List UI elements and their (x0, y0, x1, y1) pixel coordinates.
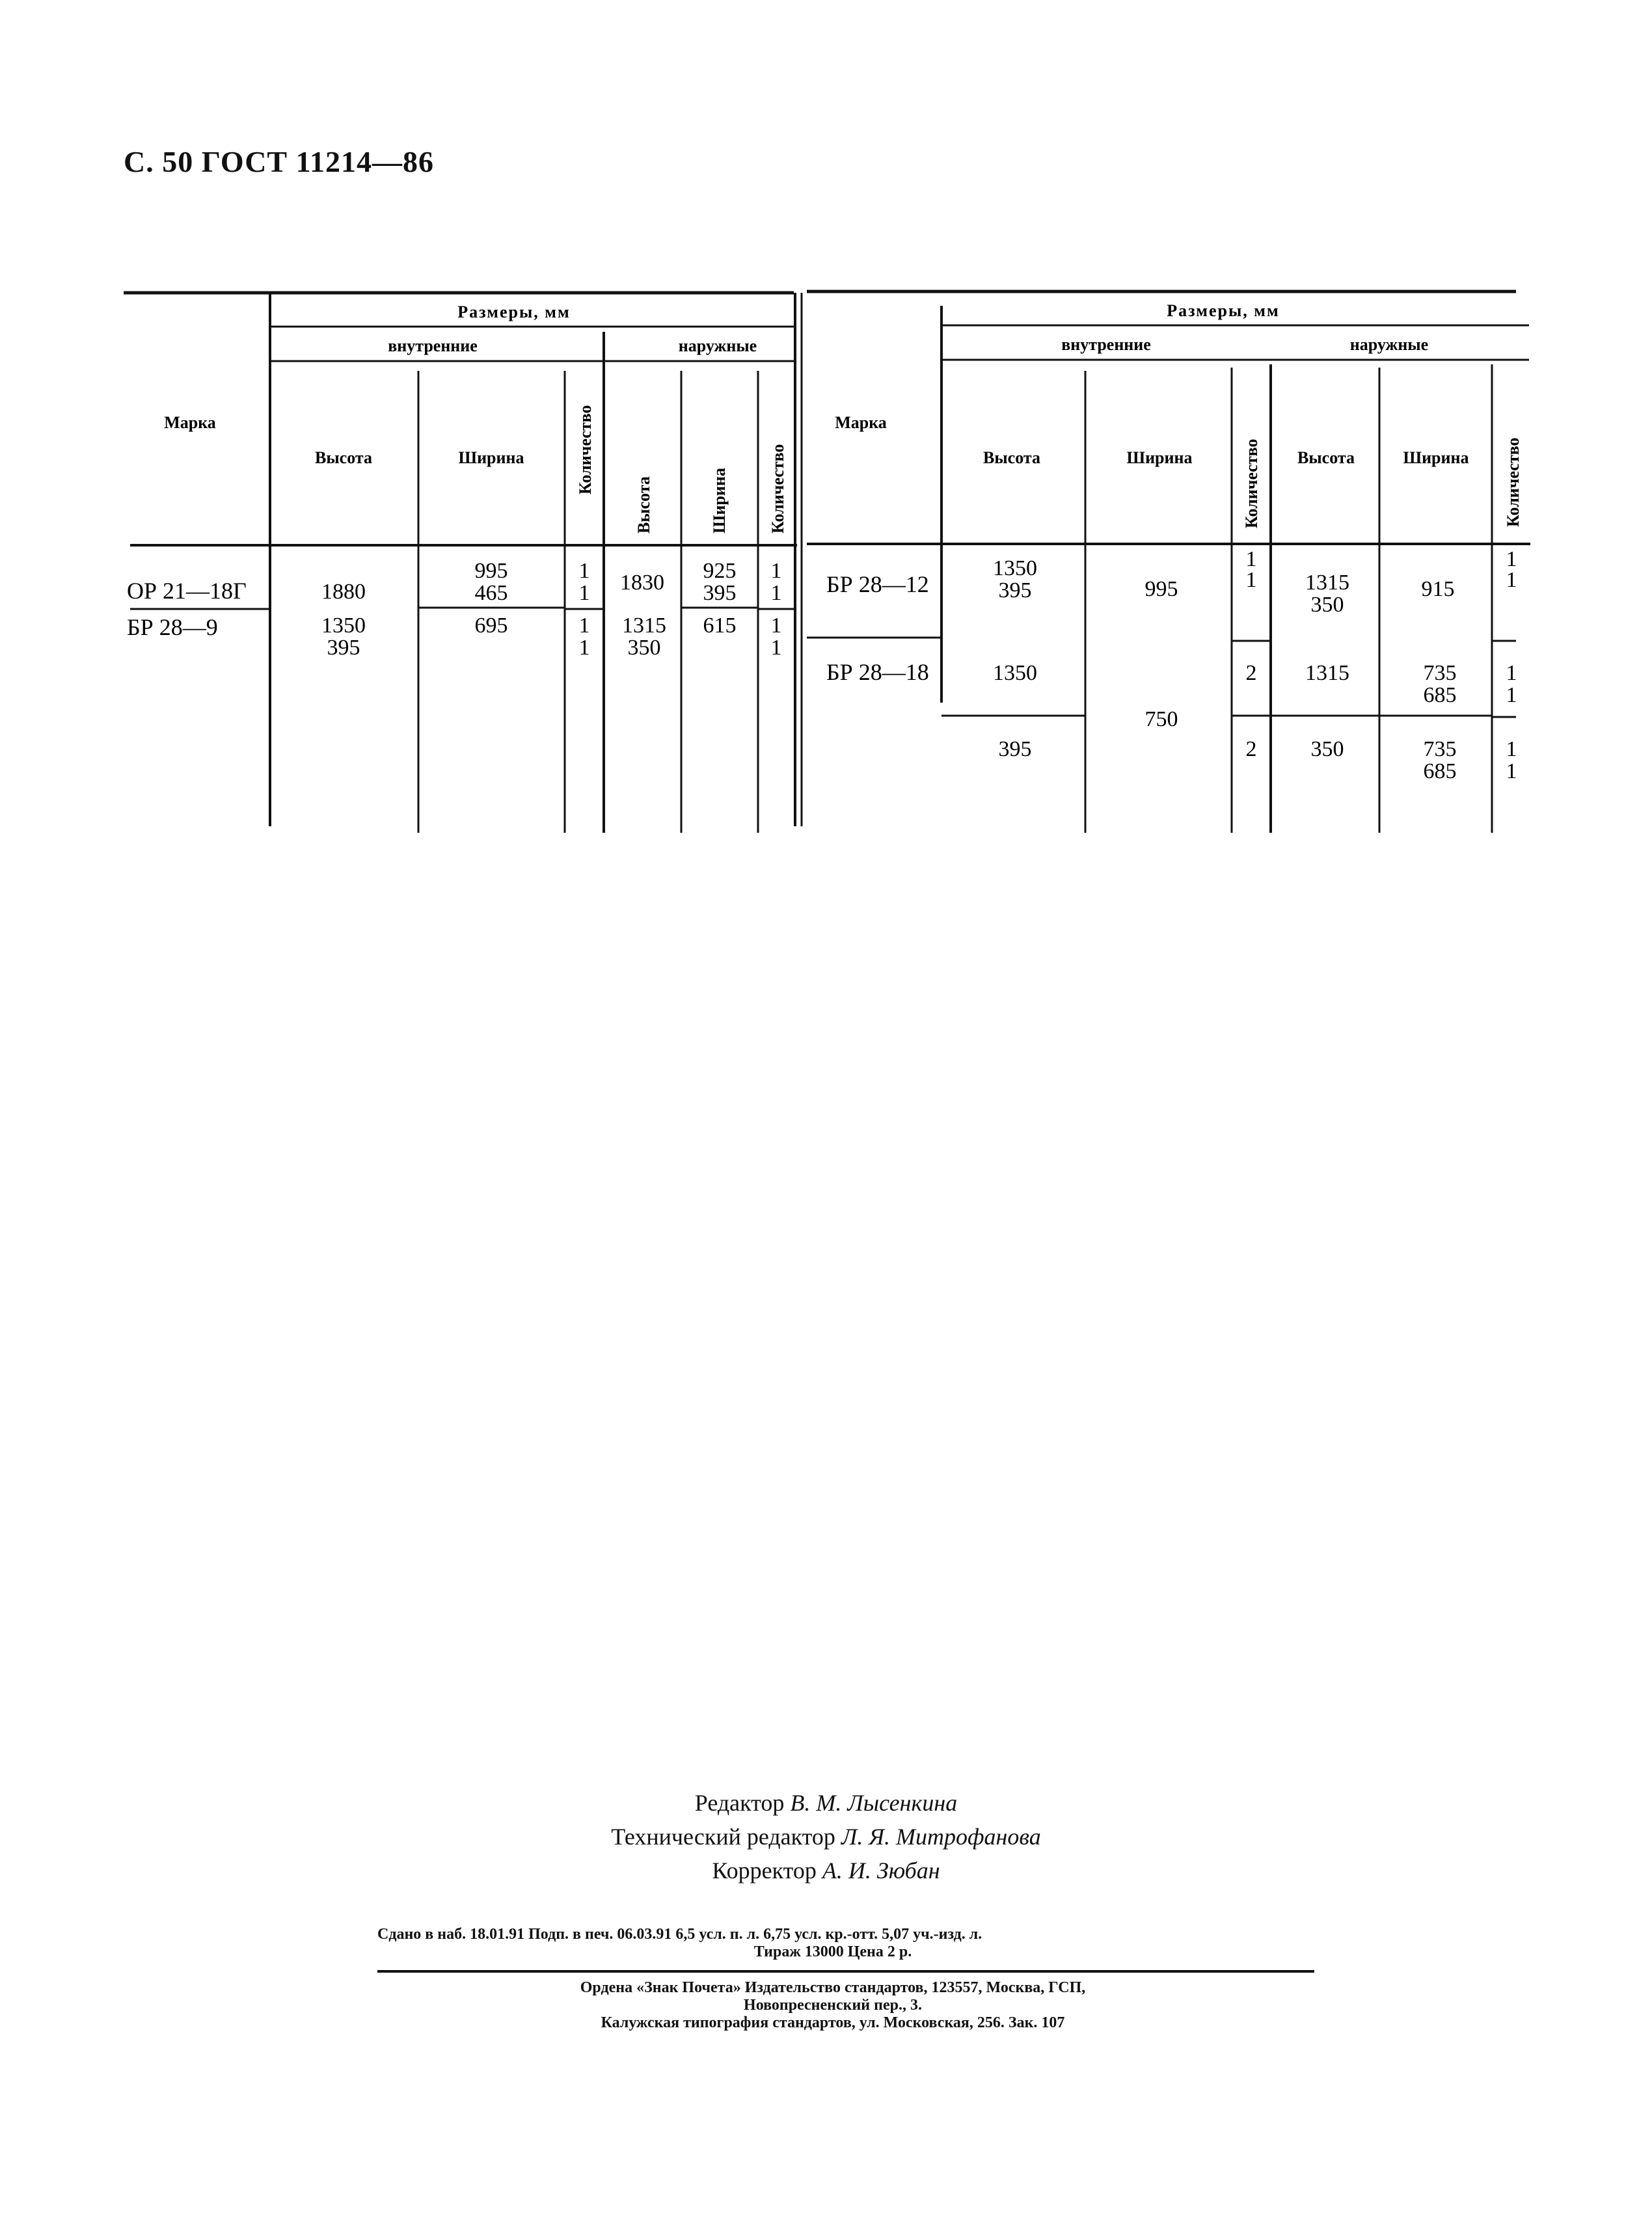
inner-height-header: Высота (315, 448, 372, 467)
outer-height-header: Высота (634, 476, 653, 534)
inner-header: внутренние (388, 336, 478, 355)
cell-out-q-1: 1 (770, 559, 782, 583)
cell-out-w: 615 (703, 614, 737, 638)
cell-in-q-1: 1 (578, 614, 590, 638)
tech-editor-line (0, 1820, 1652, 1854)
cell-out-h: 1830 (620, 571, 664, 595)
cell-in-q-2: 1 (578, 636, 590, 660)
cell-out-w: 915 (1421, 577, 1455, 601)
cell-out-h: 1315 (1305, 661, 1349, 685)
editor-line (0, 1786, 1652, 1820)
cell-out-q-1: 1 (1506, 661, 1517, 685)
cell-in-q-2: 1 (578, 581, 590, 605)
cell-in-w-2: 465 (474, 581, 508, 605)
tech-editor-name: Л. Я. Митрофанова (841, 1824, 1041, 1850)
tech-editor-label: Технический редактор (611, 1824, 835, 1850)
sizes-header-right: Размеры, мм (1167, 301, 1280, 320)
outer-width-header: Ширина (710, 468, 729, 534)
mark-header: Марка (164, 413, 216, 432)
inner-qty-header: Количество (576, 405, 595, 494)
cell-out-h-2: 350 (627, 636, 661, 660)
cell-in-w: 995 (1144, 577, 1178, 601)
cell-in-w-1: 995 (474, 559, 508, 583)
cell-in-h: 395 (998, 737, 1032, 761)
inner-width-header-right: Ширина (1126, 448, 1193, 467)
outer-qty-header: Количество (768, 444, 787, 534)
page-header (124, 144, 434, 179)
cell-in-w: 750 (1144, 707, 1178, 731)
cell-out-w-1: 735 (1423, 661, 1457, 685)
table-row-mark: БР 28—18 (826, 659, 929, 685)
inner-height-header-right: Высота (983, 448, 1040, 467)
corrector-line (0, 1854, 1652, 1887)
outer-width-header-right: Ширина (1403, 448, 1469, 467)
cell-out-w-2: 685 (1423, 759, 1457, 783)
corrector-name: А. И. Зюбан (822, 1858, 940, 1884)
cell-out-q-1: 1 (1506, 737, 1517, 761)
table-row-mark: БР 28—9 (127, 614, 218, 640)
standard-code: ГОСТ 11214—86 (201, 145, 435, 178)
sizes-header: Размеры, мм (457, 303, 571, 321)
cell-out-q-1: 1 (1506, 547, 1517, 571)
imprint-line-2: Тираж 13000 Цена 2 р. (753, 1943, 912, 1960)
cell-in-h-2: 395 (998, 578, 1032, 602)
cell-out-q-2: 1 (770, 636, 782, 660)
outer-height-header-right: Высота (1297, 448, 1355, 467)
cell-out-q-2: 1 (1506, 568, 1517, 592)
imprint-line-5: Калужская типография стандартов, ул. Московская, 256. Зак. 107 (601, 2014, 1065, 2031)
inner-width-header: Ширина (458, 448, 524, 467)
cell-out-h: 350 (1310, 737, 1344, 761)
cell-in-q-1: 1 (578, 559, 590, 583)
cell-in-w: 695 (474, 614, 508, 638)
credits (0, 1786, 1652, 1887)
imprint (351, 1926, 1314, 2032)
outer-header-right: наружные (1349, 335, 1429, 354)
cell-in-q-2: 1 (1245, 568, 1257, 592)
cell-out-w-1: 925 (703, 559, 737, 583)
page-number: С. 50 (124, 145, 194, 178)
outer-qty-header-right: Количество (1504, 437, 1523, 527)
cell-in-q: 2 (1245, 661, 1257, 685)
cell-out-h-1: 1315 (1305, 571, 1349, 595)
cell-in-h: 1880 (321, 580, 366, 604)
cell-out-w-2: 395 (703, 581, 737, 605)
outer-header: наружные (678, 336, 757, 355)
cell-out-q-2: 1 (770, 581, 782, 605)
cell-out-h-2: 350 (1310, 593, 1344, 617)
mark-header-right: Марка (835, 413, 887, 432)
dimensions-table (0, 286, 1652, 872)
table-row-mark: ОР 21—18Г (127, 578, 247, 604)
editor-name: В. М. Лысенкина (790, 1790, 958, 1816)
inner-qty-header-right: Количество (1242, 439, 1261, 528)
cell-out-q-2: 1 (1506, 759, 1517, 783)
imprint-line-1: Сдано в наб. 18.01.91 Подп. в печ. 06.03.91 6,5 усл. п. л. 6,75 усл. кр.-отт. 5,07 уч.-изд. л. (377, 1926, 982, 1943)
cell-in-q: 2 (1245, 737, 1257, 761)
cell-out-w-2: 685 (1423, 683, 1457, 707)
imprint-divider (377, 1970, 1314, 1973)
imprint-line-3: Ордена «Знак Почета» Издательство стандартов, 123557, Москва, ГСП, (580, 1979, 1086, 1996)
editor-label: Редактор (694, 1790, 785, 1816)
cell-out-w-1: 735 (1423, 737, 1457, 761)
cell-in-h-2: 395 (327, 636, 360, 660)
cell-out-q-2: 1 (1506, 683, 1517, 707)
cell-in-h-1: 1350 (993, 556, 1037, 580)
cell-in-q-1: 1 (1245, 547, 1257, 571)
table-row-mark: БР 28—12 (826, 571, 929, 597)
cell-out-h-1: 1315 (622, 614, 666, 638)
cell-in-h: 1350 (993, 661, 1037, 685)
inner-header-right: внутренние (1061, 335, 1151, 354)
cell-in-h-1: 1350 (321, 614, 366, 638)
corrector-label: Корректор (712, 1858, 817, 1884)
cell-out-q-1: 1 (770, 614, 782, 638)
imprint-line-4: Новопресненский пер., 3. (744, 1997, 922, 2014)
